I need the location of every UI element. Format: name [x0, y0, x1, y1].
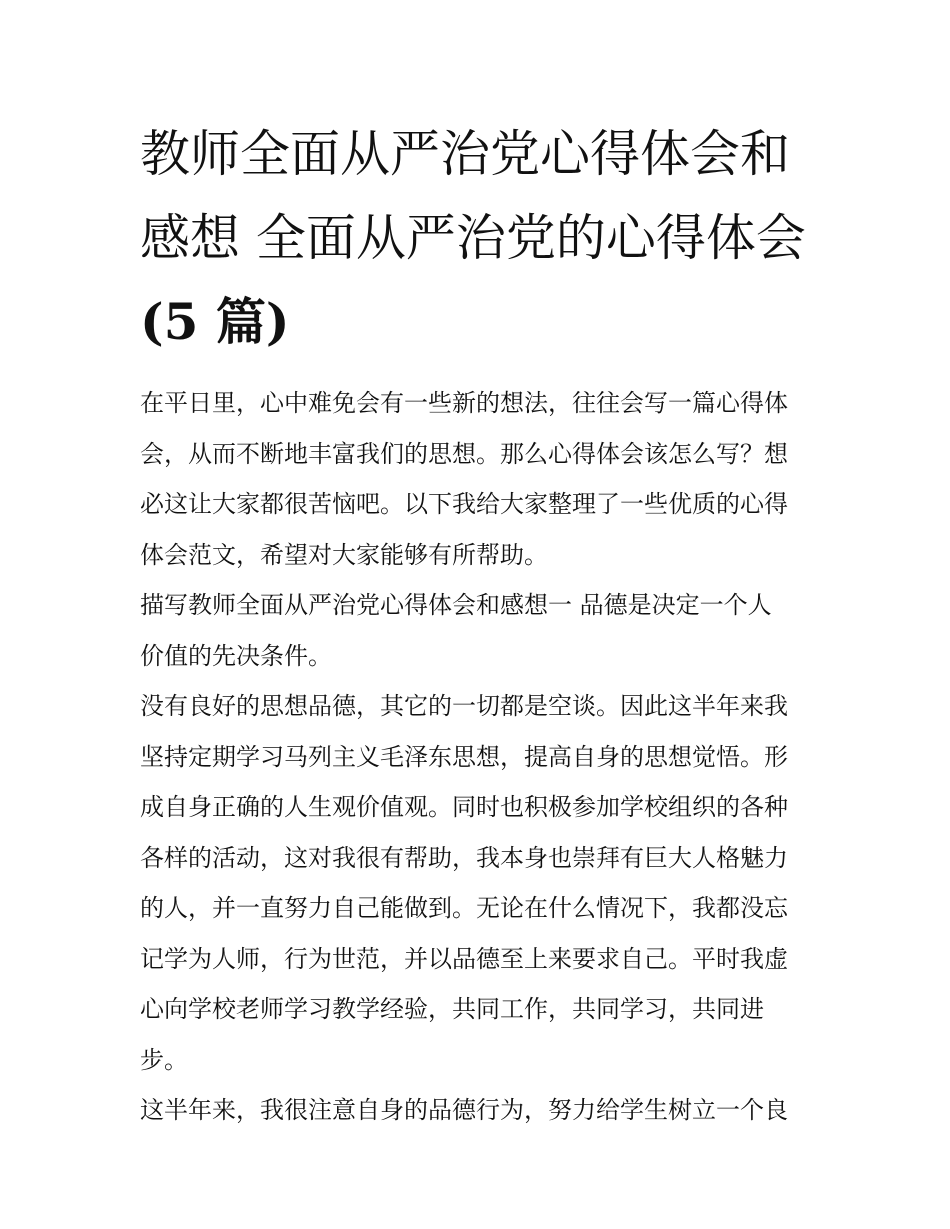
document-page [140, 112, 816, 1136]
text-line: 没有良好的思想品德，其它的一切都是空谈。因此这半年来我 [140, 692, 788, 720]
text-line: 在平日里，心中难免会有一些新的想法，往往会写一篇心得体 [140, 389, 788, 417]
text-line: 的人，并一直努力自己能做到。无论在什么情况下，我都没忘 [140, 894, 788, 922]
text-line: 心向学校老师学习教学经验，共同工作，共同学习，共同进 [140, 995, 764, 1023]
text-line: 成自身正确的人生观价值观。同时也积极参加学校组织的各种 [140, 793, 788, 821]
paragraph-section-heading [140, 580, 816, 681]
text-line: 各样的活动，这对我很有帮助，我本身也崇拜有巨大人格魅力 [140, 843, 788, 872]
paragraph-conduct [140, 1085, 816, 1136]
text-line: 步。 [140, 1045, 188, 1074]
title-line: 教师全面从严治党心得体会和 [140, 125, 790, 183]
text-line: 会，从而不断地丰富我们的思想。那么心得体会该怎么写？想 [140, 439, 788, 468]
title-line: 感想 全面从严治党的心得体会 [140, 209, 806, 267]
text-line: 坚持定期学习马列主义毛泽东思想，提高自身的思想觉悟。形 [140, 742, 788, 771]
text-line: 体会范文，希望对大家能够有所帮助。 [140, 540, 548, 569]
paragraph-intro [140, 378, 816, 580]
text-line: 记学为人师，行为世范，并以品德至上来要求自己。平时我虚 [140, 944, 788, 973]
text-line: 价值的先决条件。 [140, 641, 332, 670]
title-suffix: (5 篇) [140, 292, 290, 351]
document-body [140, 378, 816, 1136]
document-title [140, 112, 816, 364]
text-line: 描写教师全面从严治党心得体会和感想一 品德是决定一个人 [140, 591, 772, 619]
paragraph-morality [140, 681, 816, 1085]
text-line: 这半年来，我很注意自身的品德行为，努力给学生树立一个良 [140, 1096, 788, 1124]
text-line: 必这让大家都很苦恼吧。以下我给大家整理了一些优质的心得 [140, 490, 788, 518]
